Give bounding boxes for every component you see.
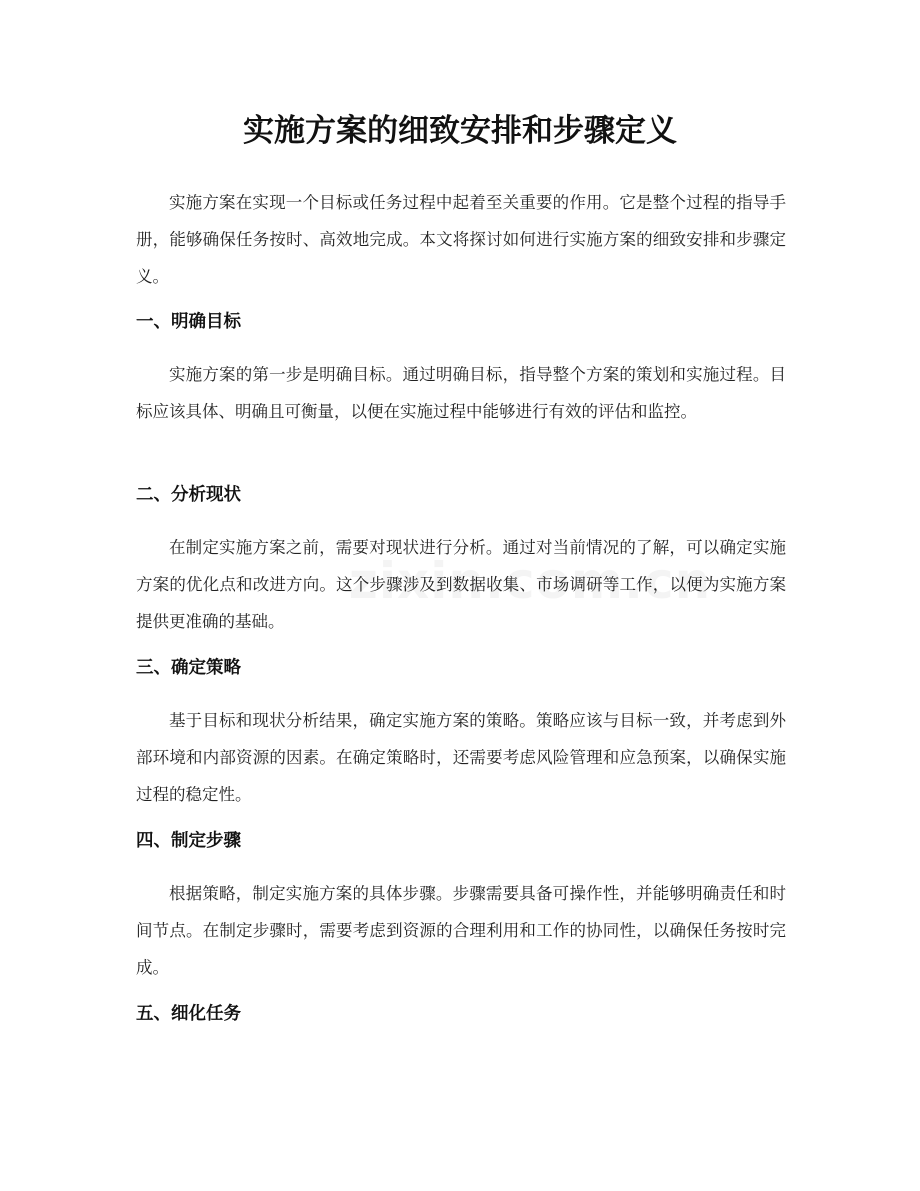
- section-body-1: 实施方案的第一步是明确目标。通过明确目标，指导整个方案的策划和实施过程。目标应该具体、明确且可衡量，以便在实施过程中能够进行有效的评估和监控。: [136, 365, 786, 421]
- section-body-2: 在制定实施方案之前，需要对现状进行分析。通过对当前情况的了解，可以确定实施方案的优化点和改进方向。这个步骤涉及到数据收集、市场调研等工作，以便为实施方案提供更准确的基础。: [136, 538, 786, 631]
- page-title: 实施方案的细致安排和步骤定义: [243, 113, 677, 149]
- intro-paragraph: 实施方案在实现一个目标或任务过程中起着至关重要的作用。它是整个过程的指导手册，能够确保任务按时、高效地完成。本文将探讨如何进行实施方案的细致安排和步骤定义。: [136, 193, 786, 286]
- section-heading-1: 一、明确目标: [136, 312, 241, 332]
- section-heading-3: 三、确定策略: [136, 658, 241, 678]
- section-body-4: 根据策略，制定实施方案的具体步骤。步骤需要具备可操作性，并能够明确责任和时间节点。在制定步骤时，需要考虑到资源的合理利用和工作的协同性，以确保任务按时完成。: [136, 884, 786, 977]
- section-heading-2: 二、分析现状: [136, 485, 241, 505]
- section-body-3: 基于目标和现状分析结果，确定实施方案的策略。策略应该与目标一致，并考虑到外部环境和内部资源的因素。在确定策略时，还需要考虑风险管理和应急预案，以确保实施过程的稳定性。: [136, 711, 786, 804]
- section-heading-5: 五、细化任务: [136, 1004, 241, 1024]
- section-heading-4: 四、制定步骤: [136, 831, 241, 851]
